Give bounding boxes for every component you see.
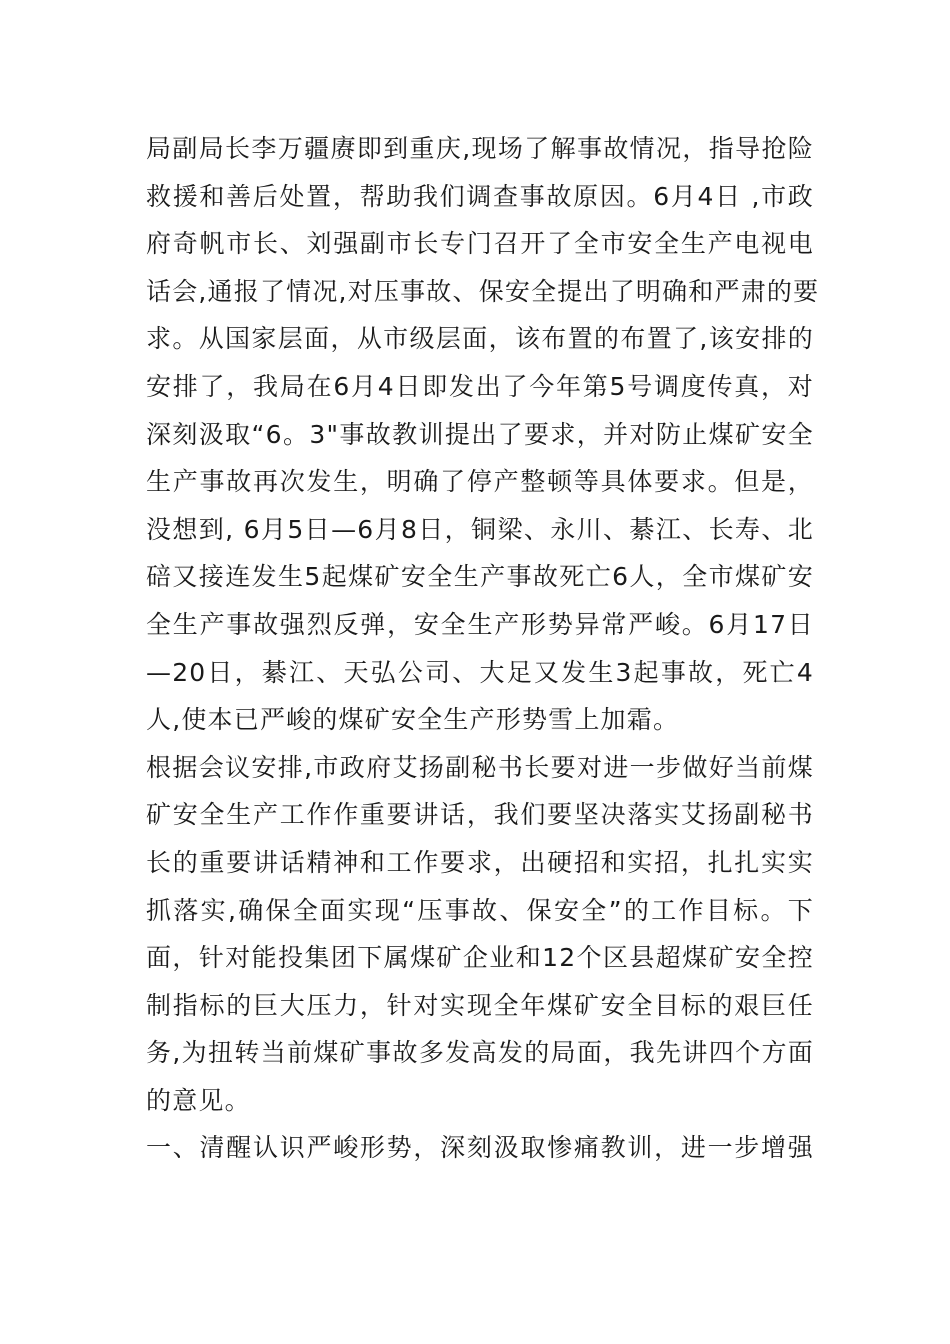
paragraph-meeting-arrangement xyxy=(146,744,814,1125)
text-line: 府奇帆市长、刘强副市长专门召开了全市安全生产电视电 xyxy=(146,229,814,259)
text-line: 务,为扭转当前煤矿事故多发高发的局面，我先讲四个方面 xyxy=(146,1038,814,1068)
text-line: 深刻汲取“6。3"事故教训提出了要求，并对防止煤矿安全 xyxy=(146,419,814,449)
text-line: 话会,通报了情况,对压事故、保安全提出了明确和严肃的要 xyxy=(146,276,820,306)
text-line: 面，针对能投集团下属煤矿企业和12个区县超煤矿安全控 xyxy=(146,943,814,973)
text-line: 救援和善后处置，帮助我们调查事故原因。6月4日 ,市政 xyxy=(146,181,814,211)
text-line: 长的重要讲话精神和工作要求，出硬招和实招，扎扎实实 xyxy=(146,847,814,877)
text-line: 全生产事故强烈反弹，安全生产形势异常严峻。6月17日 xyxy=(146,609,814,639)
text-line: 局副局长李万疆赓即到重庆,现场了解事故情况，指导抢险 xyxy=(146,134,814,163)
text-line: 没想到, 6月5日—6月8日，铜梁、永川、綦江、长寿、北 xyxy=(146,514,814,544)
text-line: 求。从国家层面，从市级层面，该布置的布置了,该安排的 xyxy=(146,324,814,354)
text-line: 碚又接连发生5起煤矿安全生产事故死亡6人，全市煤矿安 xyxy=(146,562,814,592)
text-line: 矿安全生产工作作重要讲话，我们要坚决落实艾扬副秘书 xyxy=(146,800,814,830)
text-line: —20日，綦江、天弘公司、大足又发生3起事故，死亡4 xyxy=(146,657,814,687)
text-line: 的意见。 xyxy=(146,1085,251,1115)
text-line: 人,使本已严峻的煤矿安全生产形势雪上加霜。 xyxy=(146,705,680,735)
text-line: 制指标的巨大压力，针对实现全年煤矿安全目标的艰巨任 xyxy=(146,990,814,1020)
document-body xyxy=(146,125,820,1172)
text-line: 一、清醒认识严峻形势，深刻汲取惨痛教训，进一步增强 xyxy=(146,1133,814,1163)
text-line: 安排了，我局在6月4日即发出了今年第5号调度传真，对 xyxy=(146,371,814,401)
text-line: 根据会议安排,市政府艾扬副秘书长要对进一步做好当前煤 xyxy=(146,752,814,782)
text-line: 抓落实,确保全面实现“压事故、保安全”的工作目标。下 xyxy=(146,895,814,925)
paragraph-section-heading xyxy=(146,1124,814,1172)
text-line: 生产事故再次发生，明确了停产整顿等具体要求。但是， xyxy=(146,467,814,497)
paragraph-accident-summary xyxy=(146,125,820,744)
